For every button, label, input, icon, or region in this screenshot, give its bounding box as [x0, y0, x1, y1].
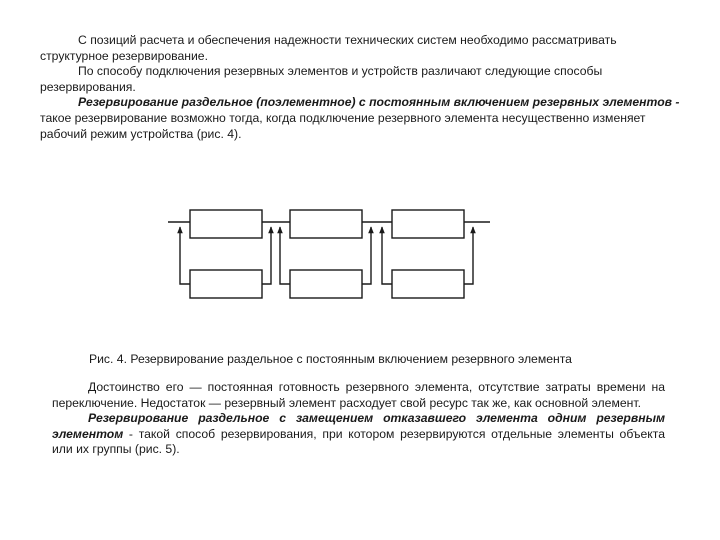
reserve-link-left-1: [180, 227, 190, 284]
paragraph-methods: По способу подключения резервных элементов и устройств различают следующие способы резервирования.: [40, 64, 603, 94]
reserve-link-left-3: [382, 227, 392, 284]
main-element-3: [392, 210, 464, 238]
reserve-element-2: [290, 270, 362, 298]
reserve-element-1: [190, 270, 262, 298]
reserve-element-3: [392, 270, 464, 298]
reserve-link-right-3: [464, 227, 473, 284]
paragraph-intro: С позиций расчета и обеспечения надежности технических систем необходимо рассматривать структурное резервирование.: [40, 33, 617, 63]
redundancy-group-2: [280, 210, 371, 298]
reserve-link-right-2: [362, 227, 371, 284]
main-element-1: [190, 210, 262, 238]
redundancy-group-1: [180, 210, 271, 298]
paragraph-separate-replacement: [52, 411, 665, 458]
definition-separate-replacement: - такой способ резервирования, при котором резервируются отдельные элементы объекта или их группы (рис. 5).: [52, 426, 665, 457]
reserve-link-left-2: [280, 227, 290, 284]
figure-caption: Рис. 4. Резервирование раздельное с постоянным включением резервного элемента: [89, 352, 572, 366]
definition-separate-permanent: такое резервирование возможно тогда, когда подключение резервного элемента несущественно изменяет рабочий режим устройства (рис. 4).: [40, 110, 646, 141]
term-separate-replacement: Резервирование раздельное с замещением отказавшего элемента одним резервным элементом: [52, 411, 665, 441]
bottom-text: [52, 380, 665, 458]
reserve-link-right-1: [262, 227, 271, 284]
term-separate-permanent: Резервирование раздельное (поэлементное) с постоянным включением резервных элементов -: [78, 95, 680, 110]
redundancy-group-3: [382, 210, 473, 298]
main-element-2: [290, 210, 362, 238]
paragraph-advantage: Достоинство его — постоянная готовность резервного элемента, отсутствие затраты времени на переключение. Недостаток — резервный элемент расходует свой ресурс так же, как основной элемент.: [52, 380, 665, 410]
